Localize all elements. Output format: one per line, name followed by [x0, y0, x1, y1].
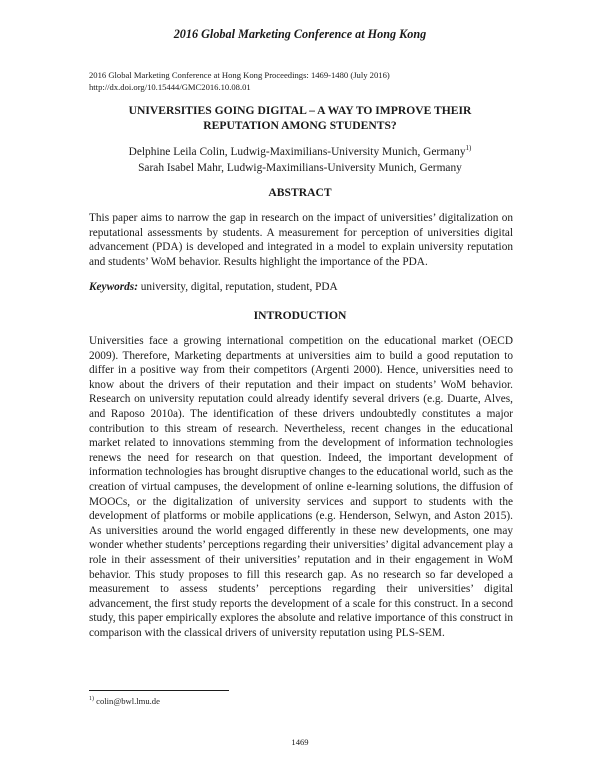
- author-1-footnote-mark: 1): [465, 144, 472, 153]
- footnote: [89, 696, 160, 706]
- abstract-heading: ABSTRACT: [268, 186, 332, 199]
- authors-block: [80, 145, 520, 176]
- proceedings-info: [89, 70, 390, 93]
- author-1: [80, 145, 520, 161]
- author-2: Sarah Isabel Mahr, Ludwig-Maximilians-University Munich, Germany: [138, 161, 462, 174]
- footnote-email: colin@bwl.lmu.de: [94, 696, 160, 706]
- keywords-line: [89, 280, 513, 295]
- abstract-text: This paper aims to narrow the gap in research on the impact of universities’ digitalization on reputational assessments by students. A measurement for perception of universities digital advancement (PDA) is developed and integrated in a model to explain university reputation and students’ WoM behavior. Results highlight the importance of the PDA.: [89, 212, 513, 268]
- keywords-text: university, digital, reputation, student, PDA: [137, 281, 338, 293]
- paper-title: [80, 103, 520, 133]
- title-line-1: UNIVERSITIES GOING DIGITAL – A WAY TO IMPROVE THEIR: [128, 104, 472, 117]
- doi-link[interactable]: http://dx.doi.org/10.15444/GMC2016.10.08.01: [89, 81, 251, 92]
- footnote-mark: 1): [89, 696, 94, 703]
- keywords-label: Keywords:: [89, 281, 138, 293]
- page-number: 1469: [291, 737, 309, 747]
- conference-header: 2016 Global Marketing Conference at Hong Kong: [173, 27, 427, 41]
- proceedings-citation: 2016 Global Marketing Conference at Hong Kong Proceedings: 1469-1480 (July 2016): [89, 70, 390, 80]
- footnote-divider: [89, 690, 229, 691]
- introduction-heading: INTRODUCTION: [253, 309, 347, 322]
- author-1-text: Delphine Leila Colin, Ludwig-Maximilians-University Munich, Germany: [128, 146, 466, 158]
- introduction-text: Universities face a growing international competition on the educational market (OECD 2009). Therefore, Marketing departments at universities aim to build a good reputation to differ in a positive way from their competitors (Argenti 2000). Hence, universities need to know about the drivers of their reputation and their impact on students’ WoM behavior. Research on university reputation could already identify several drivers (e.g. Duarte, Alves, and Raposo 2010a). The identification of these drivers undoubtedly constitutes a major contribution to this stream of research. Nevertheless, recent changes in the educational market related to innovations stemming from the development of information technologies renews the need for research on that question. Indeed, the important development of information technologies has brought disruptive changes to the educational world, such as the creation of virtual campuses, the development of online e-learning solutions, the diffusion of MOOCs, or the digitalization of university services and support to students with the development of platforms or mobile applications (e.g. Henderson, Selwyn, and Aston 2015). As universities around the world engaged differently in these new developments, one may wonder whether students’ perceptions regarding their universities’ digital advancement play a role in their assessment of their universities’ reputation and in their engagement in WoM behavior. This study proposes to fill this research gap. As no research so far developed a measurement to assess students’ perceptions regarding their universities’ digital advancement, the first study reports the development of a scale for this construct. In a second study, this paper empirically explores the absolute and relative importance of this construct in comparison with the classical drivers of university reputation using PLS-SEM.: [89, 335, 513, 639]
- title-line-2: REPUTATION AMONG STUDENTS?: [203, 119, 397, 132]
